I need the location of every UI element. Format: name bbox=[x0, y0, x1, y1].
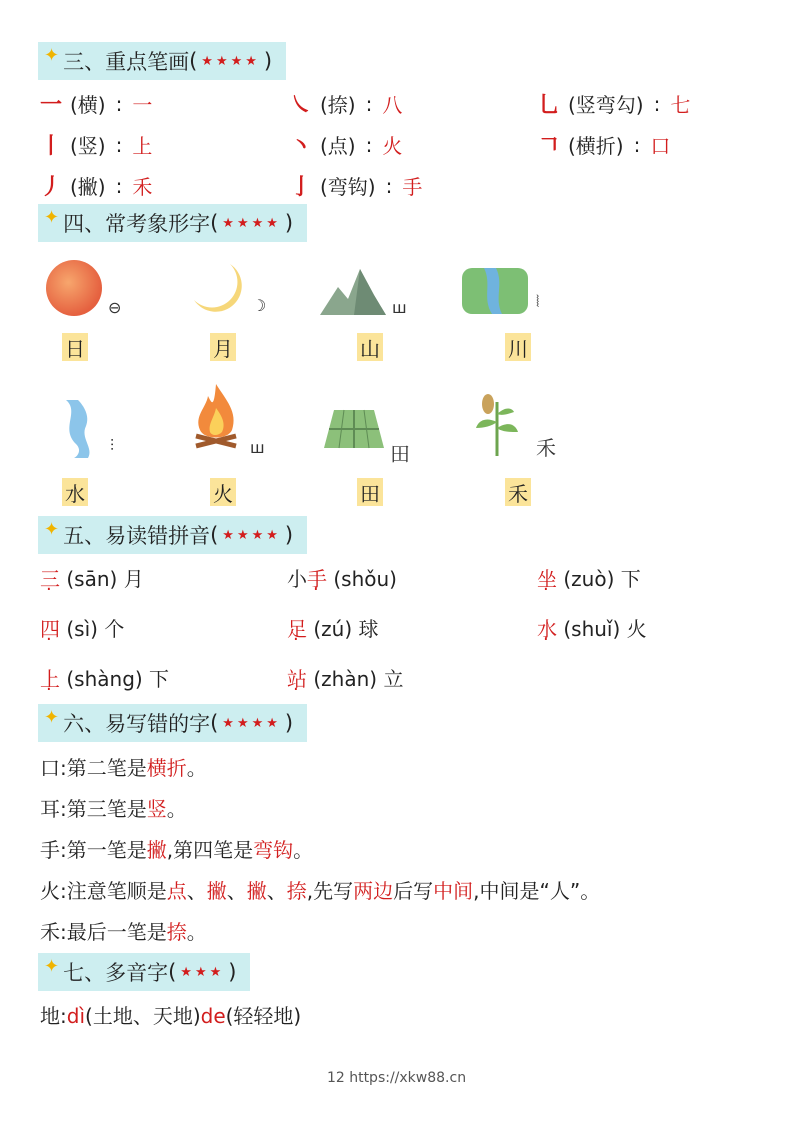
writing-tip: 禾:最后一笔是捺。 bbox=[40, 920, 207, 944]
writing-tip: 耳:第三笔是竖。 bbox=[40, 797, 187, 821]
writing-tip: 火:注意笔顺是点、撇、撇、捺,先写两边后写中间,中间是“人”。 bbox=[40, 879, 601, 903]
stroke-item: 丶 (点) : 火 bbox=[290, 129, 402, 160]
stroke-item: 丨 (竖) : 上 bbox=[40, 129, 152, 160]
pictograph-label: 禾 bbox=[505, 478, 531, 506]
stroke-name: (撇) bbox=[70, 175, 106, 199]
section-title: 四、常考象形字 bbox=[63, 212, 211, 236]
pinyin-reading: (shuǐ) bbox=[563, 617, 621, 641]
star-rating: ★★★★ bbox=[222, 715, 281, 731]
stroke-glyph: 丶 bbox=[290, 134, 313, 159]
stroke-item: 乚 (竖弯勾) : 七 bbox=[538, 88, 690, 119]
stroke-name: (横) bbox=[70, 93, 106, 117]
sparkle-icon: ✦ bbox=[44, 206, 60, 228]
pinyin-reading: (shàng) bbox=[66, 667, 143, 691]
section-heading-miswritten: ✦ 六、易写错的字 ( ★★★★ ) bbox=[38, 704, 307, 742]
section-heading-pinyin: ✦ 五、易读错拼音 ( ★★★★ ) bbox=[38, 516, 307, 554]
sparkle-icon: ✦ bbox=[44, 706, 60, 728]
stroke-item: 一 (横) : 一 bbox=[40, 88, 152, 119]
water-icon bbox=[54, 398, 94, 460]
pinyin-reading: (shǒu) bbox=[333, 567, 397, 591]
stroke-example: 禾 bbox=[132, 175, 153, 199]
sparkle-icon: ✦ bbox=[44, 518, 60, 540]
stroke-item: 丿 (撇) : 禾 bbox=[40, 170, 152, 201]
pinyin-reading: (zhàn) bbox=[313, 667, 378, 691]
sparkle-icon: ✦ bbox=[44, 44, 60, 66]
stroke-example: 七 bbox=[670, 93, 691, 117]
stroke-item: 亅 (弯钩) : 手 bbox=[290, 170, 422, 201]
stroke-glyph: 亅 bbox=[290, 175, 313, 200]
pictograph-label: 田 bbox=[357, 478, 383, 506]
pinyin-reading: (sì) bbox=[66, 617, 98, 641]
stroke-glyph: 𠃍 bbox=[538, 134, 561, 159]
section-title: 六、易写错的字 bbox=[63, 712, 211, 736]
highlight-char: 三 bbox=[40, 567, 60, 591]
stroke-glyph: 丨 bbox=[40, 134, 63, 159]
pinyin-reading: (zuò) bbox=[563, 567, 615, 591]
section-title: 五、易读错拼音 bbox=[63, 524, 211, 548]
stroke-item: ㇏ (捺) : 八 bbox=[290, 88, 402, 119]
pinyin-item: 四 (sì) 个 bbox=[40, 617, 125, 641]
star-rating: ★★★★ bbox=[201, 53, 260, 69]
moon-icon bbox=[190, 260, 245, 315]
writing-tip: 手:第一笔是撇,第四笔是弯钩。 bbox=[40, 838, 314, 862]
pinyin-item: 足 (zú) 球 bbox=[287, 617, 379, 641]
section-title: 三、重点笔画 bbox=[63, 50, 190, 74]
star-rating: ★★★★ bbox=[222, 527, 281, 543]
highlight-char: 足 bbox=[287, 617, 307, 641]
stroke-example: 火 bbox=[382, 134, 403, 158]
stroke-glyph: 乚 bbox=[538, 93, 561, 118]
stroke-name: (横折) bbox=[568, 134, 624, 158]
ancient-char: ꟺ bbox=[392, 298, 407, 317]
pinyin-reading: (zú) bbox=[313, 617, 353, 641]
pictograph-label: 山 bbox=[357, 333, 383, 361]
highlight-char: 手 bbox=[307, 567, 327, 591]
section-heading-pictographs: ✦ 四、常考象形字 ( ★★★★ ) bbox=[38, 204, 307, 242]
ancient-char: ☽ bbox=[252, 296, 267, 315]
ancient-char: ⦚ bbox=[536, 292, 540, 311]
writing-tip: 口:第二笔是横折。 bbox=[40, 756, 207, 780]
pinyin-item: 三 (sān) 月 bbox=[40, 567, 144, 591]
pictograph-label: 川 bbox=[505, 333, 531, 361]
fire-icon bbox=[192, 382, 240, 452]
highlight-char: 坐 bbox=[537, 567, 557, 591]
page-footer: 12 https://xkw88.cn bbox=[326, 1070, 467, 1086]
pinyin-item: 水 (shuǐ) 火 bbox=[537, 617, 647, 641]
stroke-name: (弯钩) bbox=[320, 175, 376, 199]
section-heading-polyphones: ✦ 七、多音字 ( ★★★ ) bbox=[38, 953, 250, 991]
stroke-glyph: 一 bbox=[40, 93, 63, 118]
mountain-icon bbox=[320, 265, 386, 317]
pinyin-item: 小手 (shǒu) bbox=[287, 567, 397, 591]
pictograph-label: 水 bbox=[62, 478, 88, 506]
sparkle-icon: ✦ bbox=[44, 955, 60, 977]
stroke-item: 𠃍 (横折) : 口 bbox=[538, 129, 670, 160]
stroke-name: (竖) bbox=[70, 134, 106, 158]
ancient-char: ⽲ bbox=[536, 436, 556, 460]
pictograph-label: 日 bbox=[62, 333, 88, 361]
section-heading-strokes: ✦ 三、重点笔画 ( ★★★★ ) bbox=[38, 42, 286, 80]
stroke-example: 手 bbox=[402, 175, 423, 199]
star-rating: ★★★★ bbox=[222, 215, 281, 231]
section-title: 七、多音字 bbox=[63, 961, 169, 985]
river-icon bbox=[462, 264, 528, 318]
sun-icon bbox=[44, 258, 104, 318]
highlight-char: 水 bbox=[537, 617, 557, 641]
stroke-example: 八 bbox=[382, 93, 403, 117]
stroke-example: 上 bbox=[132, 134, 153, 158]
pinyin-reading: (sān) bbox=[66, 567, 118, 591]
highlight-char: 上 bbox=[40, 667, 60, 691]
stroke-glyph: ㇏ bbox=[290, 93, 313, 118]
field-icon bbox=[324, 404, 384, 454]
ancient-char: ꟺ bbox=[250, 438, 265, 457]
pictograph-label: 月 bbox=[210, 333, 236, 361]
pinyin-item: 坐 (zuò) 下 bbox=[537, 567, 641, 591]
highlight-char: 四 bbox=[40, 617, 60, 641]
stroke-example: 口 bbox=[650, 134, 671, 158]
stroke-name: (点) bbox=[320, 134, 356, 158]
ancient-char: 田 bbox=[390, 442, 410, 466]
ancient-char: ⊖ bbox=[108, 298, 122, 317]
pinyin-item: 站 (zhàn) 立 bbox=[287, 667, 404, 691]
stroke-name: (捺) bbox=[320, 93, 356, 117]
pictograph-label: 火 bbox=[210, 478, 236, 506]
highlight-char: 站 bbox=[287, 667, 307, 691]
stroke-name: (竖弯勾) bbox=[568, 93, 644, 117]
stroke-example: 一 bbox=[132, 93, 153, 117]
grain-icon bbox=[474, 392, 520, 458]
star-rating: ★★★ bbox=[180, 964, 225, 980]
pinyin-item: 上 (shàng) 下 bbox=[40, 667, 170, 691]
ancient-char: ⫶ bbox=[110, 436, 115, 455]
polyphone-line: 地:dì(土地、天地)de(轻轻地) bbox=[40, 1004, 302, 1028]
stroke-glyph: 丿 bbox=[40, 175, 63, 200]
